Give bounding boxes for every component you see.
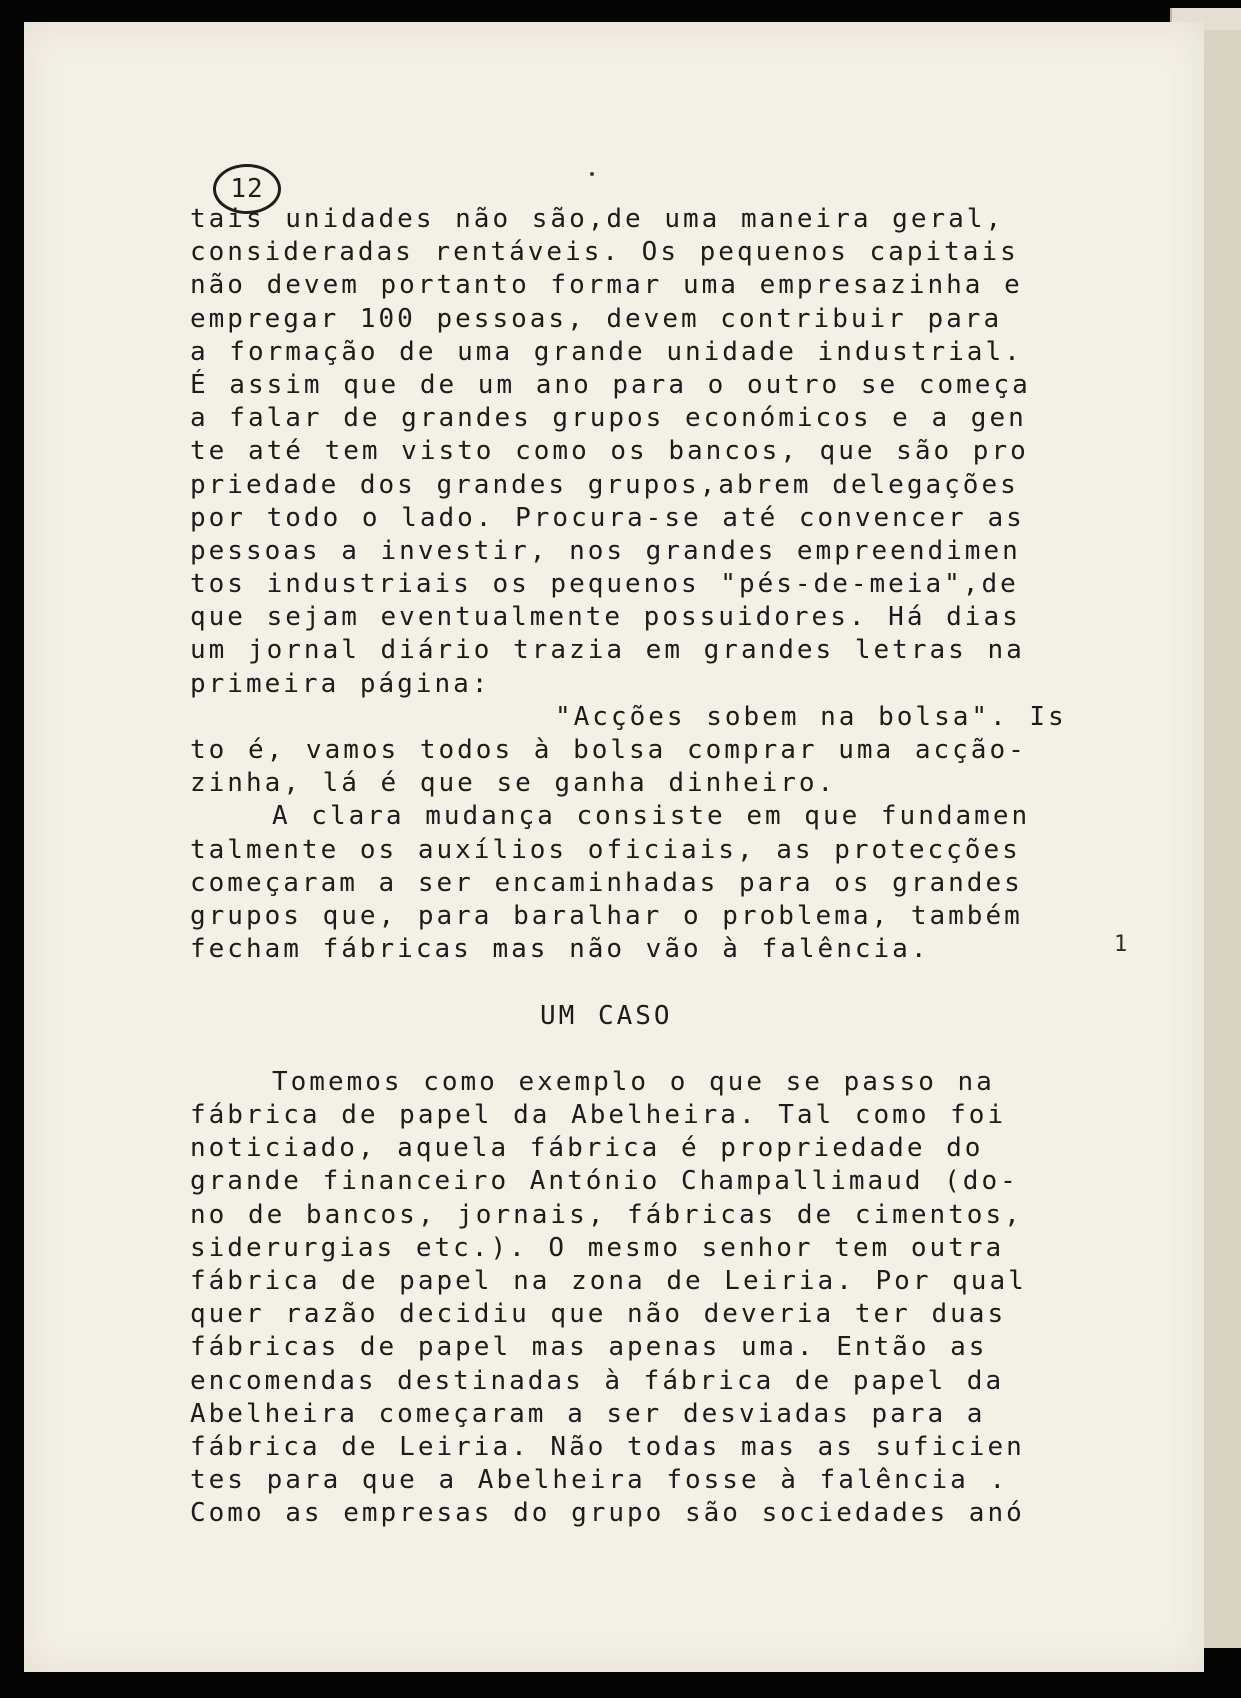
section-heading: UM CASO (540, 1000, 673, 1031)
text-line: empregar 100 pessoas, devem contribuir para (190, 303, 1003, 334)
text-line: siderurgias etc.). O mesmo senhor tem outra (190, 1232, 1005, 1263)
text-line: priedade dos grandes grupos,abrem delegações (190, 469, 1019, 500)
text-line: Abelheira começaram a ser desviadas para a (190, 1398, 986, 1429)
text-line: to é, vamos todos à bolsa comprar uma acção- (190, 735, 1027, 765)
text-line: pessoas a investir, nos grandes empreendimen (190, 535, 1021, 566)
text-line: fecham fábricas mas não vão à falência. (190, 934, 930, 965)
text-line: começaram a ser encaminhadas para os grandes (190, 867, 1023, 898)
text-line: que sejam eventualmente possuidores. Há dias (190, 602, 1021, 633)
text-line: fábricas de papel mas apenas uma. Então as (190, 1332, 988, 1363)
typewritten-text (190, 203, 1120, 1531)
text-line: consideradas rentáveis. Os pequenos capitais (190, 237, 1019, 268)
margin-mark: 1 (1114, 932, 1128, 957)
text-line: fábrica de Leiria. Não todas mas as suficien (190, 1431, 1025, 1462)
text-line: te até tem visto como os bancos, que são pro (190, 436, 1029, 467)
text-line: talmente os auxílios oficiais, as protecções (190, 834, 1021, 865)
text-line: a formação de uma grande unidade industrial. (190, 336, 1023, 367)
text-line: primeira página: (190, 668, 491, 699)
blank-line (190, 966, 1120, 999)
text-line: Como as empresas do grupo são sociedades anó (190, 1498, 1025, 1529)
text-line: por todo o lado. Procura-se até convencer as (190, 502, 1025, 533)
text-line: grande financeiro António Champallimaud (do- (190, 1166, 1019, 1197)
text-line: noticiado, aquela fábrica é propriedade do (190, 1133, 984, 1164)
paragraph-start-line: A clara mudança consiste em que fundamen (272, 801, 1031, 832)
text-line: não devem portanto formar uma empresazinha e (190, 270, 1023, 301)
text-line: tos industriais os pequenos "pés-de-meia",de (190, 569, 1019, 600)
text-line: quer razão decidiu que não deveria ter duas (190, 1299, 1007, 1330)
text-line: fábrica de papel na zona de Leiria. Por qual (190, 1266, 1027, 1296)
text-line: a falar de grandes grupos económicos e a gen (190, 403, 1027, 434)
text-line: fábrica de papel da Abelheira. Tal como foi (190, 1100, 1007, 1131)
text-line: zinha, lá é que se ganha dinheiro. (190, 768, 837, 799)
text-line: É assim que de um ano para o outro se começa (190, 369, 1031, 400)
text-line: tais unidades não são,de uma maneira geral, (190, 204, 1005, 234)
text-line: encomendas destinadas à fábrica de papel da (190, 1365, 1005, 1396)
text-line: tes para que a Abelheira fosse à falência . (190, 1465, 1009, 1496)
blank-line (190, 1033, 1120, 1066)
text-line: no de bancos, jornais, fábricas de cimentos, (190, 1199, 1023, 1230)
text-line: um jornal diário trazia em grandes letras na (190, 635, 1025, 666)
page-number: 12 (213, 164, 281, 214)
quote-line: "Acções sobem na bolsa". Is (555, 701, 1067, 732)
paragraph-start-line: Tomemos como exemplo o que se passo na (272, 1066, 995, 1097)
text-line: grupos que, para baralhar o problema, também (190, 900, 1023, 931)
ink-dot (590, 172, 594, 176)
